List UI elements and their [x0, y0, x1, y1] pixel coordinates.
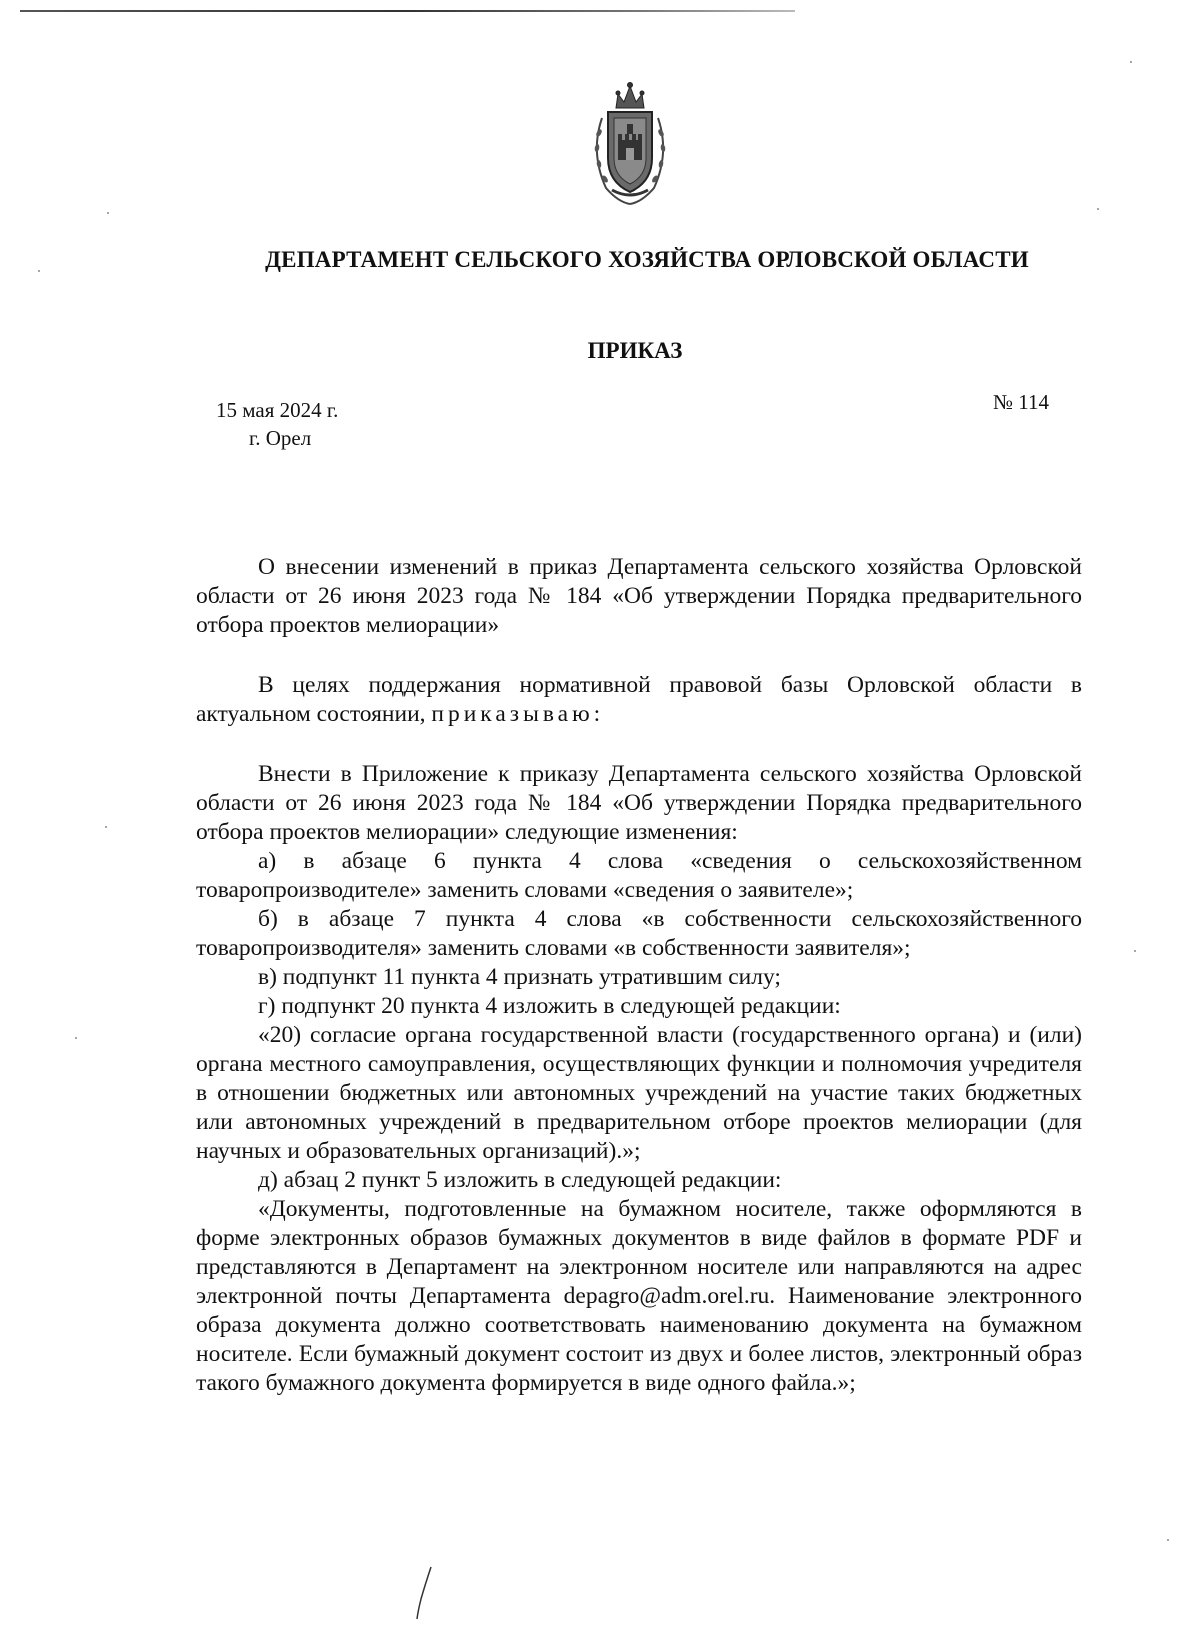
body-item-g: г) подпункт 20 пункта 4 изложить в следующей редакции: — [258, 993, 841, 1019]
body-item-d-text: «Документы, подготовленные на бумажном носителе, также оформляются в форме электронных образов бумажных документов в виде файлов в формате PDF и представляются в Департамент на электронном носителе или направляются на адрес электронной почты Департамента depagro@adm.orel.ru. Наименование электронного образа документа должно соответствовать наименованию документа на бумажном носителе. Если бумажный документ состоит из двух и более листов, электронный образ такого бумажного документа формируется в виде одного файла.»; — [196, 1196, 1082, 1396]
scan-speck — [1097, 208, 1099, 210]
order-label: ПРИКАЗ — [587, 338, 683, 363]
subject-paragraph: О внесении изменений в приказ Департамента сельского хозяйства Орловской области от 26 июня 2023 года № 184 «Об утверждении Порядка предварительного отбора проектов мелиорации» — [196, 554, 1082, 638]
orel-region-coat-of-arms-icon — [588, 78, 672, 206]
scan-speck — [1130, 61, 1132, 63]
preamble-text: В целях поддержания нормативной правовой базы Орловской области в актуальном состоянии, — [196, 672, 1082, 727]
pen-mark — [415, 1565, 433, 1621]
scan-speck — [75, 1037, 77, 1039]
body-item-a: а) в абзаце 6 пункта 4 слова «сведения о сельскохозяйственном товаропроизводителе» заменить словами «сведения о заявителе»; — [196, 848, 1082, 903]
scan-speck — [107, 212, 109, 214]
body-intro: Внести в Приложение к приказу Департамента сельского хозяйства Орловской области от 26 июня 2023 года № 184 «Об утверждении Порядка предварительного отбора проектов мелиорации» следующие изменения: — [196, 761, 1082, 845]
scan-speck — [1134, 950, 1136, 952]
order-subject — [196, 553, 1082, 640]
order-body — [196, 760, 1082, 1398]
preamble — [196, 671, 1082, 729]
scan-speck — [1167, 1539, 1169, 1541]
body-item-v: в) подпункт 11 пункта 4 признать утратившим силу; — [258, 964, 781, 990]
department-title: ДЕПАРТАМЕНТ СЕЛЬСКОГО ХОЗЯЙСТВА ОРЛОВСКОЙ ОБЛАСТИ — [265, 247, 1029, 272]
order-city: г. Орел — [249, 426, 312, 450]
body-item-g-text: «20) согласие органа государственной власти (государственного органа) и (или) органа местного самоуправления, осуществляющих функции и полномочия учредителя в отношении бюджетных или автономных учреждений на участие таких бюджетных или автономных учреждений в предварительном отборе проектов мелиорации (для научных и образовательных организаций).»; — [196, 1022, 1082, 1164]
body-item-b: б) в абзаце 7 пункта 4 слова «в собственности сельскохозяйственного товаропроизводителя» заменить словами «в собственности заявителя»; — [196, 906, 1082, 961]
preamble-command: приказываю: — [431, 701, 605, 727]
scan-speck — [38, 270, 40, 272]
body-item-d: д) абзац 2 пункт 5 изложить в следующей редакции: — [258, 1167, 782, 1193]
order-date: 15 мая 2024 г. — [216, 398, 339, 422]
preamble-paragraph — [196, 671, 1082, 729]
order-number: № 114 — [993, 390, 1050, 414]
scan-speck — [105, 826, 107, 828]
scan-edge-line — [20, 10, 795, 12]
